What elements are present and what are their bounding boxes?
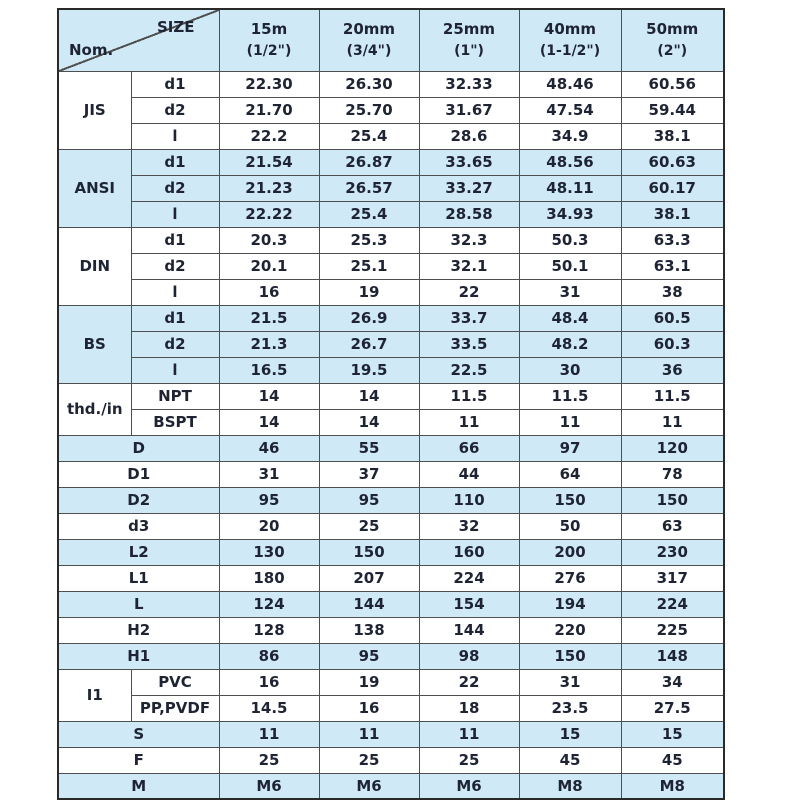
value-cell: 48.46: [519, 71, 621, 97]
value-cell: 66: [419, 435, 519, 461]
value-cell: 55: [319, 435, 419, 461]
column-inch-label: (1/2"): [246, 43, 292, 60]
value-cell: 48.11: [519, 175, 621, 201]
table-row: [58, 591, 724, 617]
table-body: [58, 71, 724, 799]
value-cell: M6: [419, 773, 519, 799]
group-label: I1: [58, 669, 131, 721]
value-cell: 144: [419, 617, 519, 643]
value-cell: 30: [519, 357, 621, 383]
value-cell: 15: [519, 721, 621, 747]
value-cell: 86: [219, 643, 319, 669]
value-cell: 14.5: [219, 695, 319, 721]
value-cell: 22: [419, 669, 519, 695]
row-label: D2: [58, 487, 219, 513]
corner-cell: [58, 9, 219, 71]
value-cell: 32.1: [419, 253, 519, 279]
value-cell: 63.3: [621, 227, 724, 253]
value-cell: 95: [319, 487, 419, 513]
value-cell: 33.27: [419, 175, 519, 201]
value-cell: 27.5: [621, 695, 724, 721]
value-cell: 317: [621, 565, 724, 591]
value-cell: 150: [319, 539, 419, 565]
value-cell: 50.3: [519, 227, 621, 253]
value-cell: 48.4: [519, 305, 621, 331]
value-cell: 48.2: [519, 331, 621, 357]
row-label: L1: [58, 565, 219, 591]
value-cell: 47.54: [519, 97, 621, 123]
value-cell: 150: [519, 487, 621, 513]
table-row: [58, 643, 724, 669]
value-cell: 44: [419, 461, 519, 487]
value-cell: 34.9: [519, 123, 621, 149]
table-row: [58, 279, 724, 305]
value-cell: 21.70: [219, 97, 319, 123]
column-header-4: [519, 9, 621, 71]
value-cell: 22.2: [219, 123, 319, 149]
row-label: l: [131, 279, 219, 305]
value-cell: 224: [621, 591, 724, 617]
table-row: [58, 617, 724, 643]
value-cell: 144: [319, 591, 419, 617]
value-cell: 25: [319, 747, 419, 773]
value-cell: 31: [219, 461, 319, 487]
value-cell: 200: [519, 539, 621, 565]
row-label: D1: [58, 461, 219, 487]
row-label: d1: [131, 227, 219, 253]
column-inch-label: (1"): [454, 43, 484, 60]
table-row: [58, 253, 724, 279]
value-cell: 25: [419, 747, 519, 773]
value-cell: 33.5: [419, 331, 519, 357]
value-cell: 15: [621, 721, 724, 747]
table-row: [58, 149, 724, 175]
value-cell: 98: [419, 643, 519, 669]
table-row: [58, 487, 724, 513]
row-label: H2: [58, 617, 219, 643]
value-cell: 21.54: [219, 149, 319, 175]
value-cell: 60.17: [621, 175, 724, 201]
value-cell: 128: [219, 617, 319, 643]
value-cell: 225: [621, 617, 724, 643]
spec-table: [57, 8, 725, 800]
value-cell: 32: [419, 513, 519, 539]
row-label: d2: [131, 97, 219, 123]
value-cell: 25: [219, 747, 319, 773]
column-header-1: [219, 9, 319, 71]
value-cell: 11.5: [621, 383, 724, 409]
value-cell: M6: [319, 773, 419, 799]
column-header-2: [319, 9, 419, 71]
row-label: NPT: [131, 383, 219, 409]
value-cell: 60.3: [621, 331, 724, 357]
size-label: SIZE: [156, 18, 195, 36]
value-cell: 20: [219, 513, 319, 539]
value-cell: 34: [621, 669, 724, 695]
value-cell: 224: [419, 565, 519, 591]
value-cell: 150: [519, 643, 621, 669]
value-cell: 33.7: [419, 305, 519, 331]
value-cell: 124: [219, 591, 319, 617]
table-row: [58, 227, 724, 253]
row-label: l: [131, 357, 219, 383]
row-label: F: [58, 747, 219, 773]
value-cell: 45: [621, 747, 724, 773]
value-cell: 16: [319, 695, 419, 721]
row-label: PP,PVDF: [131, 695, 219, 721]
table-row: [58, 435, 724, 461]
value-cell: 11: [419, 721, 519, 747]
column-size-label: 50mm: [646, 19, 699, 38]
value-cell: 150: [621, 487, 724, 513]
value-cell: 38: [621, 279, 724, 305]
value-cell: 26.87: [319, 149, 419, 175]
value-cell: 23.5: [519, 695, 621, 721]
nom-label: Nom.: [69, 41, 114, 60]
value-cell: 22: [419, 279, 519, 305]
value-cell: 34.93: [519, 201, 621, 227]
value-cell: 11: [319, 721, 419, 747]
value-cell: 36: [621, 357, 724, 383]
value-cell: 46: [219, 435, 319, 461]
value-cell: 11: [219, 721, 319, 747]
value-cell: 110: [419, 487, 519, 513]
value-cell: 33.65: [419, 149, 519, 175]
value-cell: 32.3: [419, 227, 519, 253]
table-row: [58, 357, 724, 383]
row-label: l: [131, 123, 219, 149]
value-cell: 19.5: [319, 357, 419, 383]
value-cell: 180: [219, 565, 319, 591]
value-cell: 60.5: [621, 305, 724, 331]
value-cell: 19: [319, 279, 419, 305]
table-row: [58, 305, 724, 331]
table-row: [58, 539, 724, 565]
row-label: d3: [58, 513, 219, 539]
column-header-3: [419, 9, 519, 71]
row-label: d1: [131, 149, 219, 175]
value-cell: 11.5: [419, 383, 519, 409]
value-cell: 25.3: [319, 227, 419, 253]
value-cell: 130: [219, 539, 319, 565]
group-label: DIN: [58, 227, 131, 305]
value-cell: 276: [519, 565, 621, 591]
value-cell: 25.4: [319, 123, 419, 149]
value-cell: 20.1: [219, 253, 319, 279]
row-label: M: [58, 773, 219, 799]
table-row: [58, 669, 724, 695]
table-row: [58, 175, 724, 201]
group-label: thd./in: [58, 383, 131, 435]
column-size-label: 20mm: [342, 19, 396, 38]
value-cell: 26.30: [319, 71, 419, 97]
row-label: BSPT: [131, 409, 219, 435]
value-cell: 19: [319, 669, 419, 695]
value-cell: 160: [419, 539, 519, 565]
value-cell: 194: [519, 591, 621, 617]
value-cell: 50: [519, 513, 621, 539]
value-cell: 95: [219, 487, 319, 513]
row-label: H1: [58, 643, 219, 669]
table-row: [58, 97, 724, 123]
row-label: d1: [131, 305, 219, 331]
value-cell: 25.4: [319, 201, 419, 227]
table-row: [58, 747, 724, 773]
value-cell: 14: [219, 409, 319, 435]
value-cell: 14: [319, 383, 419, 409]
table-row: [58, 71, 724, 97]
value-cell: 31: [519, 279, 621, 305]
row-label: d1: [131, 71, 219, 97]
column-size-label: 40mm: [543, 19, 597, 38]
table-row: [58, 721, 724, 747]
value-cell: 26.7: [319, 331, 419, 357]
value-cell: 120: [621, 435, 724, 461]
table-row: [58, 513, 724, 539]
value-cell: 38.1: [621, 123, 724, 149]
table-row: [58, 409, 724, 435]
value-cell: 59.44: [621, 97, 724, 123]
value-cell: 25.70: [319, 97, 419, 123]
row-label: PVC: [131, 669, 219, 695]
value-cell: 64: [519, 461, 621, 487]
value-cell: 11: [621, 409, 724, 435]
value-cell: 28.6: [419, 123, 519, 149]
value-cell: 37: [319, 461, 419, 487]
column-inch-label: (2"): [657, 43, 688, 60]
value-cell: 31: [519, 669, 621, 695]
row-label: S: [58, 721, 219, 747]
column-inch-label: (3/4"): [346, 43, 392, 60]
table-row: [58, 695, 724, 721]
value-cell: 25.1: [319, 253, 419, 279]
value-cell: 11: [419, 409, 519, 435]
value-cell: 26.57: [319, 175, 419, 201]
row-label: l: [131, 201, 219, 227]
value-cell: 14: [219, 383, 319, 409]
value-cell: M6: [219, 773, 319, 799]
table-row: [58, 461, 724, 487]
row-label: D: [58, 435, 219, 461]
table-header: [58, 9, 724, 71]
value-cell: 45: [519, 747, 621, 773]
value-cell: 16: [219, 669, 319, 695]
table-row: [58, 123, 724, 149]
value-cell: 230: [621, 539, 724, 565]
table-row: [58, 201, 724, 227]
value-cell: 60.56: [621, 71, 724, 97]
value-cell: 28.58: [419, 201, 519, 227]
column-inch-label: (1-1/2"): [539, 43, 601, 60]
value-cell: 78: [621, 461, 724, 487]
value-cell: 14: [319, 409, 419, 435]
value-cell: 138: [319, 617, 419, 643]
value-cell: 50.1: [519, 253, 621, 279]
value-cell: 21.3: [219, 331, 319, 357]
value-cell: 21.5: [219, 305, 319, 331]
value-cell: 63: [621, 513, 724, 539]
value-cell: 220: [519, 617, 621, 643]
value-cell: 95: [319, 643, 419, 669]
column-size-label: 25mm: [442, 19, 496, 38]
table-row: [58, 383, 724, 409]
value-cell: 16: [219, 279, 319, 305]
value-cell: M8: [621, 773, 724, 799]
value-cell: 11.5: [519, 383, 621, 409]
value-cell: 60.63: [621, 149, 724, 175]
group-label: BS: [58, 305, 131, 383]
value-cell: 32.33: [419, 71, 519, 97]
value-cell: 22.5: [419, 357, 519, 383]
value-cell: 11: [519, 409, 621, 435]
value-cell: 38.1: [621, 201, 724, 227]
column-size-label: 15m: [250, 19, 288, 38]
value-cell: 154: [419, 591, 519, 617]
table-row: [58, 565, 724, 591]
value-cell: M8: [519, 773, 621, 799]
group-label: ANSI: [58, 149, 131, 227]
value-cell: 22.30: [219, 71, 319, 97]
row-label: L: [58, 591, 219, 617]
value-cell: 31.67: [419, 97, 519, 123]
value-cell: 97: [519, 435, 621, 461]
value-cell: 48.56: [519, 149, 621, 175]
row-label: L2: [58, 539, 219, 565]
value-cell: 18: [419, 695, 519, 721]
row-label: d2: [131, 331, 219, 357]
column-header-5: [621, 9, 724, 71]
value-cell: 25: [319, 513, 419, 539]
value-cell: 22.22: [219, 201, 319, 227]
value-cell: 63.1: [621, 253, 724, 279]
value-cell: 148: [621, 643, 724, 669]
row-label: d2: [131, 175, 219, 201]
value-cell: 16.5: [219, 357, 319, 383]
value-cell: 207: [319, 565, 419, 591]
value-cell: 21.23: [219, 175, 319, 201]
value-cell: 26.9: [319, 305, 419, 331]
table-row: [58, 331, 724, 357]
group-label: JIS: [58, 71, 131, 149]
row-label: d2: [131, 253, 219, 279]
table-row: [58, 773, 724, 799]
value-cell: 20.3: [219, 227, 319, 253]
header-row: [58, 9, 724, 71]
